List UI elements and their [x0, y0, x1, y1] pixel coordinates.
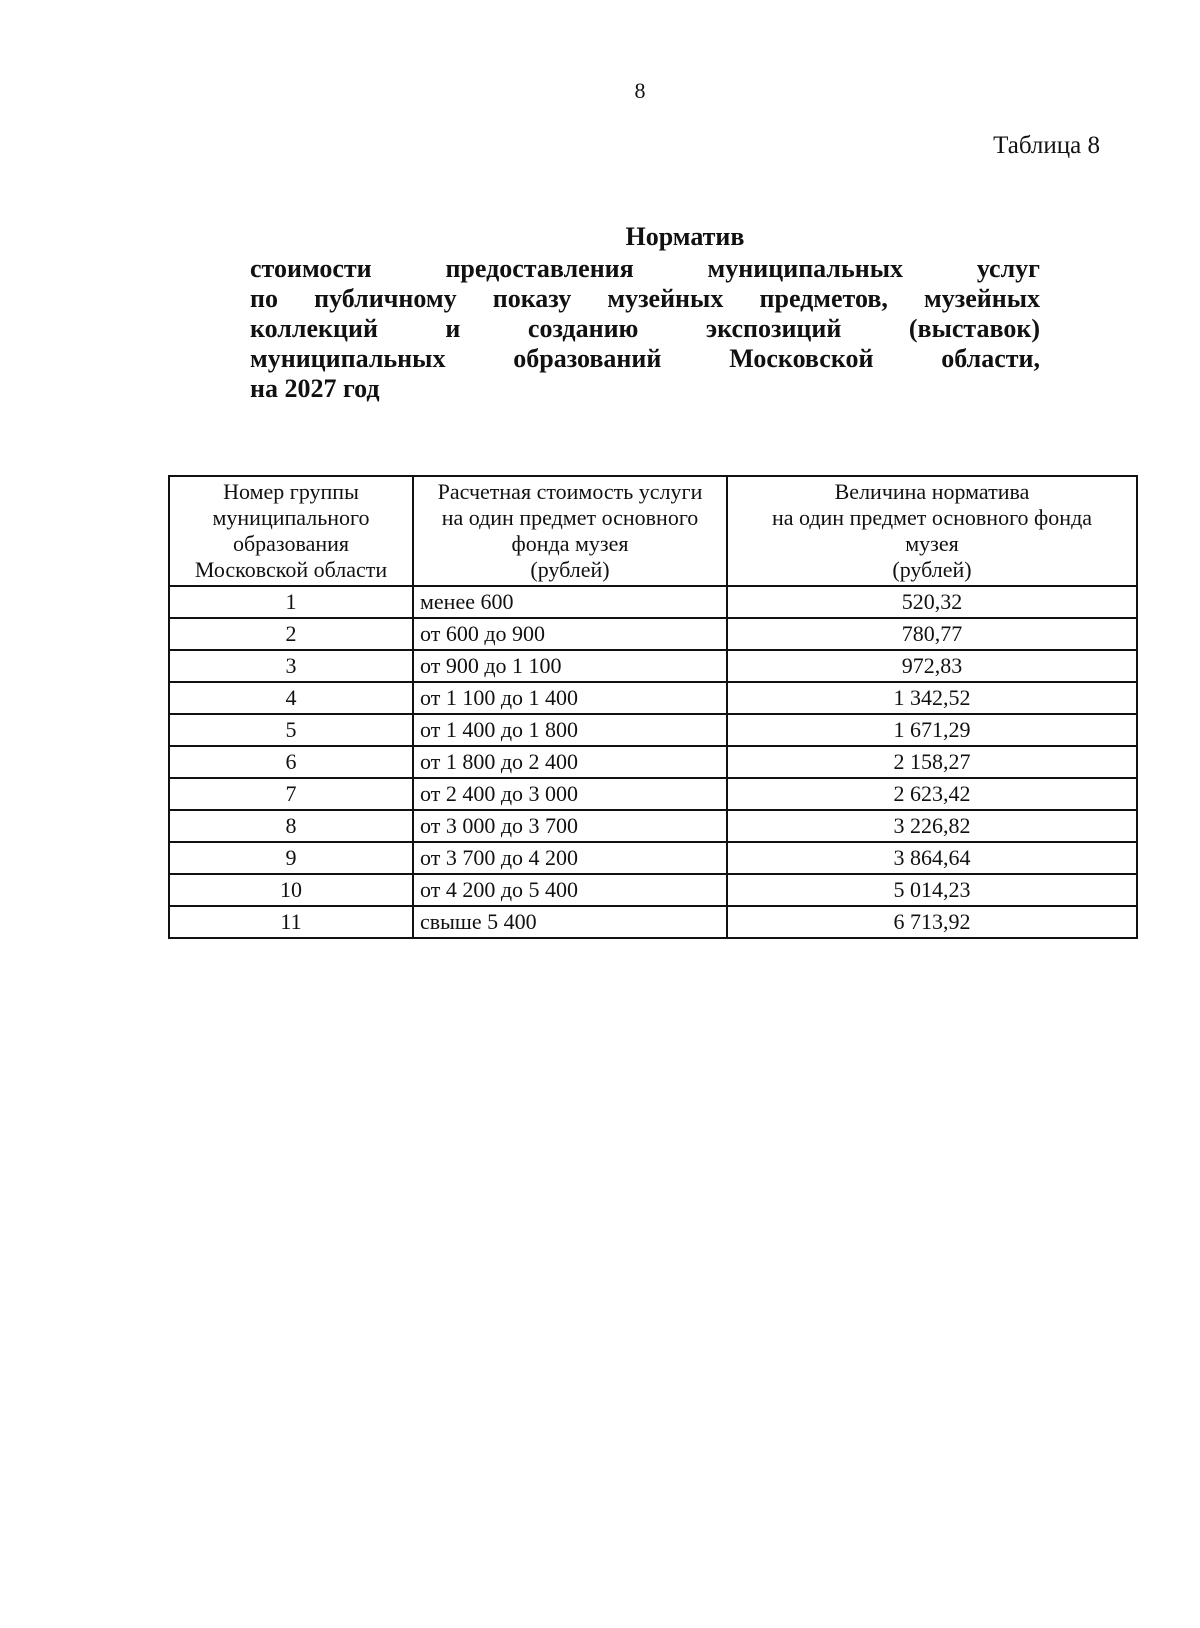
cell-estimated-cost: от 600 до 900 — [413, 618, 727, 650]
cell-norm-value: 2 158,27 — [727, 746, 1137, 778]
title-line: коллекций и созданию экспозиций (выставок) — [250, 314, 1040, 343]
cell-group-number: 8 — [169, 810, 413, 842]
column-header-text: Номер группы муниципального образования Московской области — [194, 479, 388, 582]
table-row — [169, 746, 1137, 778]
title-line: муниципальных образований Московской области, — [250, 344, 1040, 373]
table-row — [169, 650, 1137, 682]
cell-norm-value: 972,83 — [727, 650, 1137, 682]
cell-norm-value: 2 623,42 — [727, 778, 1137, 810]
title-heading: Норматив — [625, 222, 745, 251]
table-row — [169, 714, 1137, 746]
table-body — [169, 586, 1137, 938]
cell-group-number: 10 — [169, 874, 413, 906]
table-header-row — [169, 476, 1137, 586]
document-title — [250, 222, 1040, 404]
column-header-norm-value — [727, 476, 1137, 586]
cell-group-number: 2 — [169, 618, 413, 650]
cell-group-number: 6 — [169, 746, 413, 778]
title-line: стоимости предоставления муниципальных услуг — [250, 254, 1040, 283]
table-row — [169, 842, 1137, 874]
table-row — [169, 682, 1137, 714]
cell-estimated-cost: от 1 100 до 1 400 — [413, 682, 727, 714]
cell-group-number: 7 — [169, 778, 413, 810]
cell-estimated-cost: от 1 400 до 1 800 — [413, 714, 727, 746]
column-header-text: Величина норматива на один предмет основного фонда музея (рублей) — [771, 479, 1093, 582]
column-header-estimated-cost — [413, 476, 727, 586]
cell-group-number: 4 — [169, 682, 413, 714]
column-header-text: Расчетная стоимость услуги на один предмет основного фонда музея (рублей) — [437, 479, 703, 582]
table-row — [169, 906, 1137, 938]
cell-estimated-cost: от 1 800 до 2 400 — [413, 746, 727, 778]
table-label: Таблица 8 — [993, 132, 1100, 159]
cell-estimated-cost: от 900 до 1 100 — [413, 650, 727, 682]
table-row — [169, 810, 1137, 842]
norms-table-container — [168, 475, 1138, 939]
cell-norm-value: 520,32 — [727, 586, 1137, 618]
cell-norm-value: 5 014,23 — [727, 874, 1137, 906]
cell-estimated-cost: от 3 700 до 4 200 — [413, 842, 727, 874]
table-row — [169, 618, 1137, 650]
table-row — [169, 778, 1137, 810]
cell-norm-value: 1 342,52 — [727, 682, 1137, 714]
cell-estimated-cost: от 4 200 до 5 400 — [413, 874, 727, 906]
cell-norm-value: 1 671,29 — [727, 714, 1137, 746]
cell-estimated-cost: менее 600 — [413, 586, 727, 618]
cell-estimated-cost: свыше 5 400 — [413, 906, 727, 938]
cell-group-number: 3 — [169, 650, 413, 682]
cell-estimated-cost: от 3 000 до 3 700 — [413, 810, 727, 842]
cell-group-number: 5 — [169, 714, 413, 746]
title-line: по публичному показу музейных предметов, музейных — [250, 284, 1040, 313]
cell-group-number: 1 — [169, 586, 413, 618]
cell-norm-value: 3 226,82 — [727, 810, 1137, 842]
cell-norm-value: 6 713,92 — [727, 906, 1137, 938]
cell-norm-value: 3 864,64 — [727, 842, 1137, 874]
column-header-group-number — [169, 476, 413, 586]
page-number: 8 — [634, 78, 646, 103]
cell-estimated-cost: от 2 400 до 3 000 — [413, 778, 727, 810]
norms-table — [168, 475, 1138, 939]
title-line-year: на 2027 год — [250, 374, 380, 403]
table-row — [169, 586, 1137, 618]
cell-group-number: 11 — [169, 906, 413, 938]
table-header — [169, 476, 1137, 586]
table-row — [169, 874, 1137, 906]
cell-group-number: 9 — [169, 842, 413, 874]
cell-norm-value: 780,77 — [727, 618, 1137, 650]
